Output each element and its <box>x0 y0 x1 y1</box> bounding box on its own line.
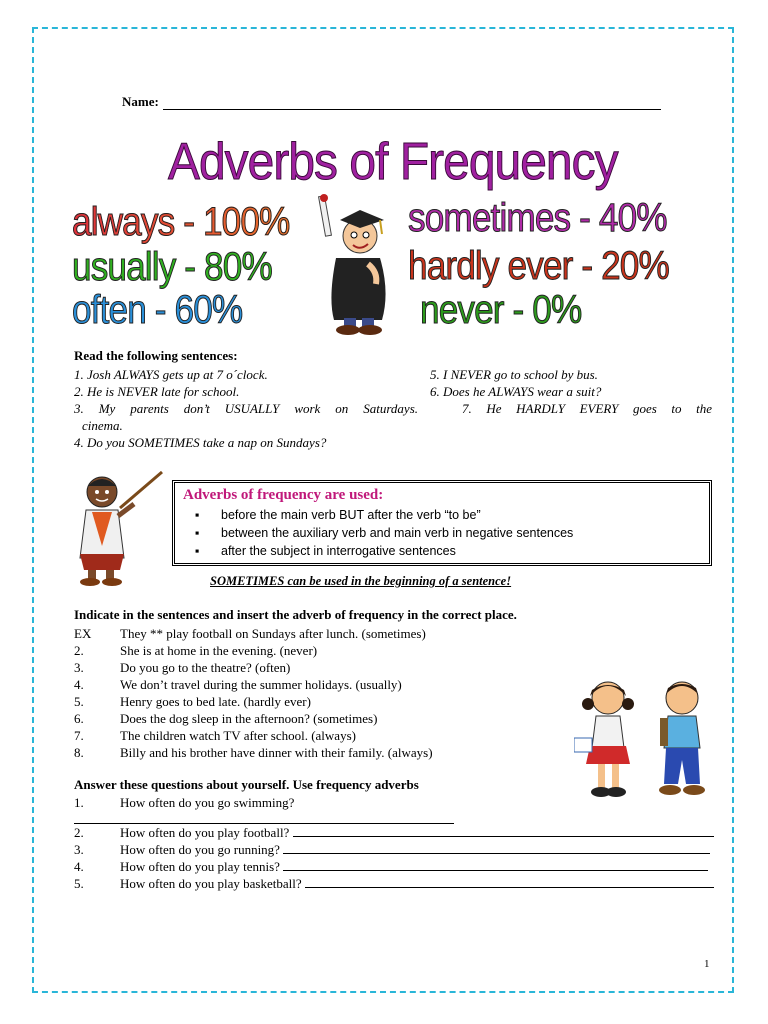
freq-never: never - 0% <box>420 288 582 332</box>
answer-line[interactable] <box>305 875 714 888</box>
exercise2-row: 4. How often do you play tennis? <box>74 858 714 875</box>
exercise2-row: 5. How often do you play basketball? <box>74 875 714 892</box>
rules-list <box>183 506 701 560</box>
exercise1-row: 7. The children watch TV after school. (always) <box>74 728 356 743</box>
name-line[interactable] <box>163 95 661 110</box>
children-illustration <box>574 676 716 802</box>
exercise2-list <box>74 794 714 892</box>
sentence-7-end: cinema. <box>82 418 123 433</box>
reading-right-column <box>430 366 712 417</box>
exercise1-row: 3. Do you go to the theatre? (often) <box>74 660 291 675</box>
name-field[interactable] <box>122 94 661 110</box>
worksheet-title: Adverbs of Frequency <box>168 133 618 191</box>
answer-line[interactable] <box>74 811 454 824</box>
freq-hardly-ever: hardly ever - 20% <box>408 244 669 288</box>
freq-usually: usually - 80% <box>72 245 272 289</box>
exercise1-row: 5. Henry goes to bed late. (hardly ever) <box>74 694 311 709</box>
exercise2-row: 1. How often do you go swimming? <box>74 795 295 810</box>
exercise1-row: EX They ** play football on Sundays after lunch. (sometimes) <box>74 626 426 641</box>
sentence-6: 6. Does he ALWAYS wear a suit? <box>430 384 602 399</box>
teacher-illustration <box>74 466 166 588</box>
sentence-1: 1. Josh ALWAYS gets up at 7 o´clock. <box>74 367 268 382</box>
sometimes-note: SOMETIMES can be used in the beginning of a sentence! <box>210 574 512 588</box>
freq-sometimes: sometimes - 40% <box>408 196 667 240</box>
answer-line-row[interactable] <box>74 811 714 824</box>
rules-title: Adverbs of frequency are used: <box>183 487 384 503</box>
exercise2-title: Answer these questions about yourself. Use frequency adverbs <box>74 777 419 792</box>
name-label: Name: <box>122 94 159 109</box>
exercise1-row: 6. Does the dog sleep in the afternoon? (sometimes) <box>74 711 378 726</box>
rules-box <box>172 480 712 566</box>
sentence-5: 5. I NEVER go to school by bus. <box>430 367 598 382</box>
freq-always: always - 100% <box>72 200 290 244</box>
graduate-illustration <box>318 188 402 336</box>
page-number: 1 <box>704 958 710 970</box>
sentence-7: 7. He HARDLY EVERY goes to the <box>462 401 712 416</box>
reading-title: Read the following sentences: <box>74 348 238 363</box>
answer-line[interactable] <box>283 841 710 854</box>
reading-left-column <box>74 366 418 451</box>
exercise2-row: 3. How often do you go running? <box>74 841 714 858</box>
sentence-4: 4. Do you SOMETIMES take a nap on Sundays? <box>74 435 327 450</box>
exercise1-list <box>74 625 574 761</box>
exercise1-row: 8. Billy and his brother have dinner with their family. (always) <box>74 745 433 760</box>
exercise1-row: 2. She is at home in the evening. (never) <box>74 643 318 658</box>
exercise1-row: 4. We don’t travel during the summer holidays. (usually) <box>74 677 402 692</box>
answer-line[interactable] <box>293 824 714 837</box>
rule-item: ▪ after the subject in interrogative sentences <box>221 542 701 560</box>
freq-often: often - 60% <box>72 288 243 332</box>
rule-item: ▪ between the auxiliary verb and main verb in negative sentences <box>221 524 701 542</box>
sentence-3: 3. My parents don’t USUALLY work on Saturdays. <box>74 401 418 416</box>
rule-item: ▪ before the main verb BUT after the verb “to be” <box>221 506 701 524</box>
sentence-2: 2. He is NEVER late for school. <box>74 384 240 399</box>
answer-line[interactable] <box>283 858 708 871</box>
exercise1-title: Indicate in the sentences and insert the adverb of frequency in the correct place. <box>74 607 517 622</box>
exercise2-row: 2. How often do you play football? <box>74 824 714 841</box>
